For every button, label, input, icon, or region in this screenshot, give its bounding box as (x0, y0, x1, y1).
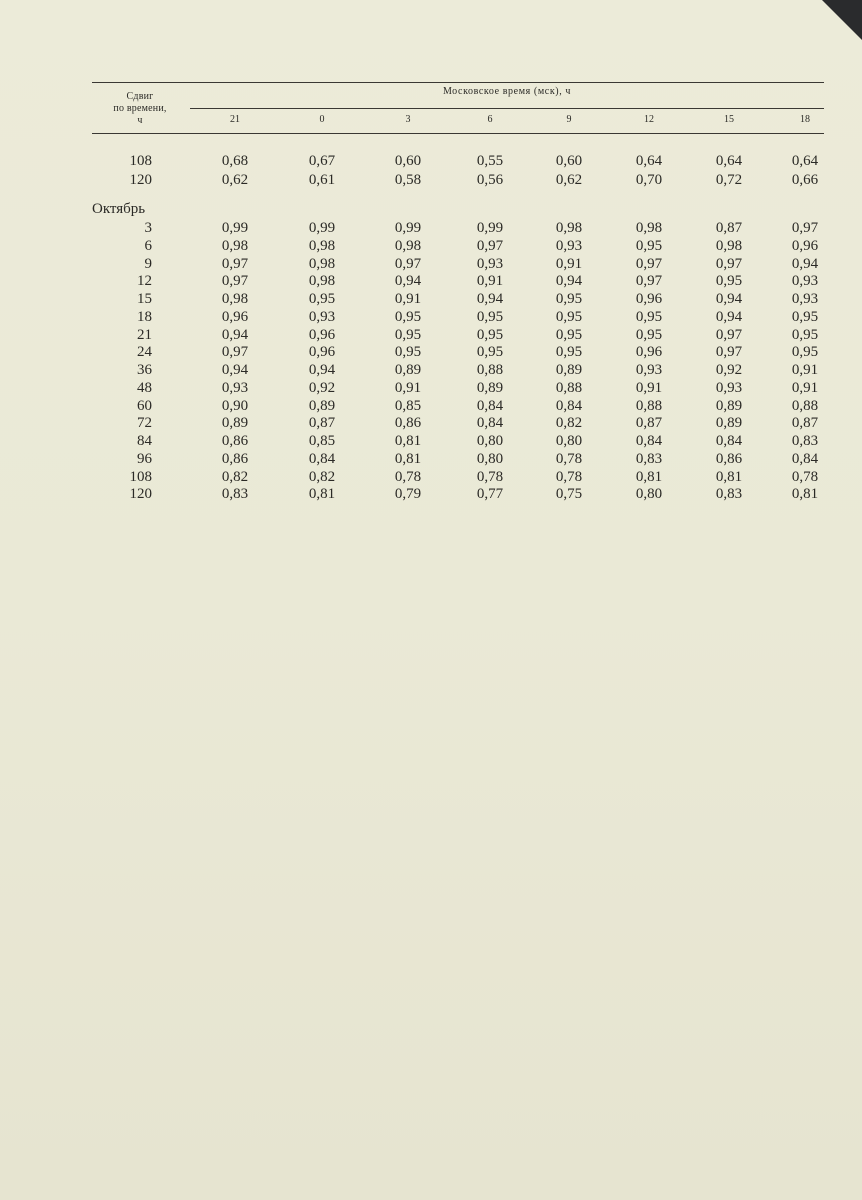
table-cell: 0,93 (308, 308, 336, 325)
table-cell: 0,86 (221, 433, 249, 449)
table-cell: 0,88 (476, 362, 504, 378)
table-top-rule (92, 82, 824, 83)
table-cell: 0,96 (308, 326, 336, 343)
table-cell: 0,88 (635, 397, 663, 414)
table-cell: 0,98 (221, 291, 249, 307)
table-row (92, 469, 824, 487)
table-cell: 0,97 (221, 273, 249, 290)
table-cell: 0,95 (555, 291, 583, 307)
table-cell: 0,85 (394, 397, 422, 414)
header-bottom-rule (92, 133, 824, 134)
row-shift-label: 9 (144, 255, 152, 272)
table-cell: 0,98 (555, 220, 583, 236)
table-row (92, 238, 824, 256)
table-cell: 0,84 (791, 450, 819, 467)
row-shift-label: 6 (144, 237, 152, 254)
table-cell: 0,99 (221, 220, 249, 236)
table-cell: 0,95 (791, 326, 819, 343)
table-cell: 0,95 (555, 326, 583, 343)
column-header: 3 (405, 114, 411, 125)
stub-header-line-2: по времени, (113, 103, 167, 114)
table-cell: 0,91 (635, 379, 663, 396)
table-cell: 0,90 (221, 397, 249, 414)
table-cell: 0,91 (394, 379, 422, 396)
table-cell: 0,89 (308, 397, 336, 414)
table-cell: 0,64 (635, 153, 663, 169)
table-cell: 0,97 (791, 220, 819, 236)
table-cell: 0,99 (394, 220, 422, 236)
table-cell: 0,80 (555, 433, 583, 449)
page-corner-shadow (822, 0, 862, 40)
row-shift-label: 84 (137, 433, 152, 449)
table-cell: 0,86 (715, 450, 743, 467)
table-cell: 0,81 (394, 433, 422, 449)
table-cell: 0,75 (555, 486, 583, 503)
table-cell: 0,83 (791, 433, 819, 449)
stub-header-line-3: ч (137, 115, 143, 126)
table-cell: 0,80 (476, 450, 504, 467)
table-cell: 0,95 (791, 344, 819, 361)
table-cell: 0,98 (308, 237, 336, 254)
table-cell: 0,85 (308, 433, 336, 449)
table-cell: 0,81 (308, 486, 336, 503)
table-cell: 0,97 (221, 344, 249, 361)
table-cell: 0,89 (555, 362, 583, 378)
table-cell: 0,81 (791, 486, 819, 503)
table-cell: 0,84 (476, 397, 504, 414)
table-cell: 0,96 (635, 344, 663, 361)
row-shift-label: 96 (137, 450, 152, 467)
table-cell: 0,96 (635, 291, 663, 307)
table-cell: 0,95 (791, 308, 819, 325)
table-cell: 0,95 (476, 326, 504, 343)
table-cell: 0,80 (476, 433, 504, 449)
table-cell: 0,91 (791, 379, 819, 396)
table-cell: 0,94 (555, 273, 583, 290)
row-shift-label: 36 (137, 362, 152, 378)
row-shift-label: 108 (129, 468, 152, 485)
table-cell: 0,97 (715, 326, 743, 343)
table-cell: 0,61 (308, 171, 336, 188)
table-cell: 0,98 (221, 237, 249, 254)
table-cell: 0,94 (394, 273, 422, 290)
table-cell: 0,94 (221, 362, 249, 378)
table-cell: 0,88 (555, 379, 583, 396)
table-cell: 0,97 (635, 255, 663, 272)
table-cell: 0,97 (476, 237, 504, 254)
table-cell: 0,92 (715, 362, 743, 378)
table-cell: 0,72 (715, 171, 743, 188)
table-cell: 0,81 (715, 468, 743, 485)
row-shift-label: 120 (129, 171, 152, 188)
table-cell: 0,83 (221, 486, 249, 503)
table-cell: 0,97 (715, 255, 743, 272)
row-shift-label: 12 (137, 273, 152, 290)
row-shift-label: 15 (137, 291, 152, 307)
table-cell: 0,56 (476, 171, 504, 188)
row-shift-label: 60 (137, 397, 152, 414)
table-row (92, 172, 824, 190)
table-cell: 0,91 (394, 291, 422, 307)
table-cell: 0,95 (635, 326, 663, 343)
table-cell: 0,84 (308, 450, 336, 467)
table-cell: 0,92 (308, 379, 336, 396)
column-header: 12 (644, 114, 654, 125)
table-cell: 0,95 (555, 344, 583, 361)
row-shift-label: 108 (129, 153, 152, 169)
table-cell: 0,97 (394, 255, 422, 272)
table-row (92, 291, 824, 309)
table-cell: 0,70 (635, 171, 663, 188)
table-cell: 0,64 (791, 153, 819, 169)
table-cell: 0,80 (635, 486, 663, 503)
table-cell: 0,95 (476, 308, 504, 325)
table-cell: 0,89 (394, 362, 422, 378)
table-cell: 0,94 (715, 308, 743, 325)
table-cell: 0,93 (635, 362, 663, 378)
table-cell: 0,77 (476, 486, 504, 503)
row-shift-label: 3 (144, 220, 152, 236)
column-header: 6 (487, 114, 493, 125)
table-row (92, 153, 824, 171)
table-cell: 0,91 (555, 255, 583, 272)
table-cell: 0,86 (394, 415, 422, 432)
table-row (92, 309, 824, 327)
table-cell: 0,87 (791, 415, 819, 432)
table-cell: 0,83 (635, 450, 663, 467)
row-shift-label: 21 (137, 326, 152, 343)
table-cell: 0,95 (715, 273, 743, 290)
table-cell: 0,94 (221, 326, 249, 343)
stub-header-line-1: Сдвиг (126, 91, 154, 102)
table-cell: 0,94 (791, 255, 819, 272)
table-row (92, 398, 824, 416)
table-cell: 0,98 (308, 273, 336, 290)
table-cell: 0,79 (394, 486, 422, 503)
table-row (92, 451, 824, 469)
table-cell: 0,99 (476, 220, 504, 236)
table-cell: 0,95 (476, 344, 504, 361)
table-cell: 0,60 (394, 153, 422, 169)
table-cell: 0,89 (221, 415, 249, 432)
table-cell: 0,82 (555, 415, 583, 432)
table-cell: 0,93 (555, 237, 583, 254)
row-shift-label: 48 (137, 379, 152, 396)
table-cell: 0,95 (635, 308, 663, 325)
table-cell: 0,98 (715, 237, 743, 254)
table-cell: 0,93 (476, 255, 504, 272)
month-label: Октябрь (92, 201, 146, 217)
table-cell: 0,84 (555, 397, 583, 414)
table-cell: 0,89 (476, 379, 504, 396)
table-cell: 0,84 (476, 415, 504, 432)
column-header: 9 (566, 114, 572, 125)
table-row (92, 433, 824, 451)
table-cell: 0,78 (476, 468, 504, 485)
table-cell: 0,99 (308, 220, 336, 236)
table-cell: 0,95 (394, 344, 422, 361)
table-cell: 0,95 (635, 237, 663, 254)
table-cell: 0,93 (791, 291, 819, 307)
row-shift-label: 120 (129, 486, 152, 503)
table-cell: 0,95 (555, 308, 583, 325)
column-header: 18 (800, 114, 810, 125)
table-cell: 0,94 (715, 291, 743, 307)
table-cell: 0,95 (394, 326, 422, 343)
row-shift-label: 72 (137, 415, 152, 432)
table-row (92, 256, 824, 274)
table-row (92, 380, 824, 398)
table-cell: 0,94 (308, 362, 336, 378)
table-row (92, 486, 824, 504)
table-cell: 0,81 (635, 468, 663, 485)
group-header-rule (190, 108, 824, 109)
table-cell: 0,93 (715, 379, 743, 396)
table-cell: 0,78 (555, 450, 583, 467)
table-cell: 0,96 (791, 237, 819, 254)
table-cell: 0,78 (791, 468, 819, 485)
table-cell: 0,97 (715, 344, 743, 361)
table-cell: 0,88 (791, 397, 819, 414)
table-cell: 0,98 (308, 255, 336, 272)
group-header: Московское время (мск), ч (442, 86, 572, 97)
table-cell: 0,87 (635, 415, 663, 432)
table-cell: 0,68 (221, 153, 249, 169)
table-cell: 0,81 (394, 450, 422, 467)
table-cell: 0,93 (221, 379, 249, 396)
table-cell: 0,78 (555, 468, 583, 485)
table-cell: 0,64 (715, 153, 743, 169)
table-row (92, 327, 824, 345)
table-cell: 0,66 (791, 171, 819, 188)
stub-header (92, 91, 188, 127)
table-cell: 0,93 (791, 273, 819, 290)
column-header: 21 (230, 114, 240, 125)
row-shift-label: 24 (137, 344, 152, 361)
table-cell: 0,58 (394, 171, 422, 188)
table-cell: 0,98 (394, 237, 422, 254)
table-cell: 0,95 (394, 308, 422, 325)
table-cell: 0,62 (555, 171, 583, 188)
table-cell: 0,97 (635, 273, 663, 290)
table-cell: 0,86 (221, 450, 249, 467)
table-cell: 0,89 (715, 397, 743, 414)
table-cell: 0,98 (635, 220, 663, 236)
table-cell: 0,91 (791, 362, 819, 378)
table-row (92, 273, 824, 291)
table-row (92, 220, 824, 238)
table-row (92, 415, 824, 433)
table-cell: 0,91 (476, 273, 504, 290)
table-cell: 0,95 (308, 291, 336, 307)
table-cell: 0,60 (555, 153, 583, 169)
table-cell: 0,62 (221, 171, 249, 188)
table-cell: 0,55 (476, 153, 504, 169)
table-cell: 0,67 (308, 153, 336, 169)
table-cell: 0,78 (394, 468, 422, 485)
row-shift-label: 18 (137, 308, 152, 325)
table-cell: 0,82 (221, 468, 249, 485)
table-cell: 0,87 (715, 220, 743, 236)
table-cell: 0,89 (715, 415, 743, 432)
table-cell: 0,96 (308, 344, 336, 361)
table-cell: 0,87 (308, 415, 336, 432)
table-cell: 0,94 (476, 291, 504, 307)
table-cell: 0,84 (715, 433, 743, 449)
column-header: 15 (724, 114, 734, 125)
table-cell: 0,96 (221, 308, 249, 325)
table-row (92, 344, 824, 362)
table-cell: 0,84 (635, 433, 663, 449)
table-cell: 0,97 (221, 255, 249, 272)
table-row (92, 362, 824, 380)
table-cell: 0,82 (308, 468, 336, 485)
table-cell: 0,83 (715, 486, 743, 503)
column-header: 0 (319, 114, 325, 125)
